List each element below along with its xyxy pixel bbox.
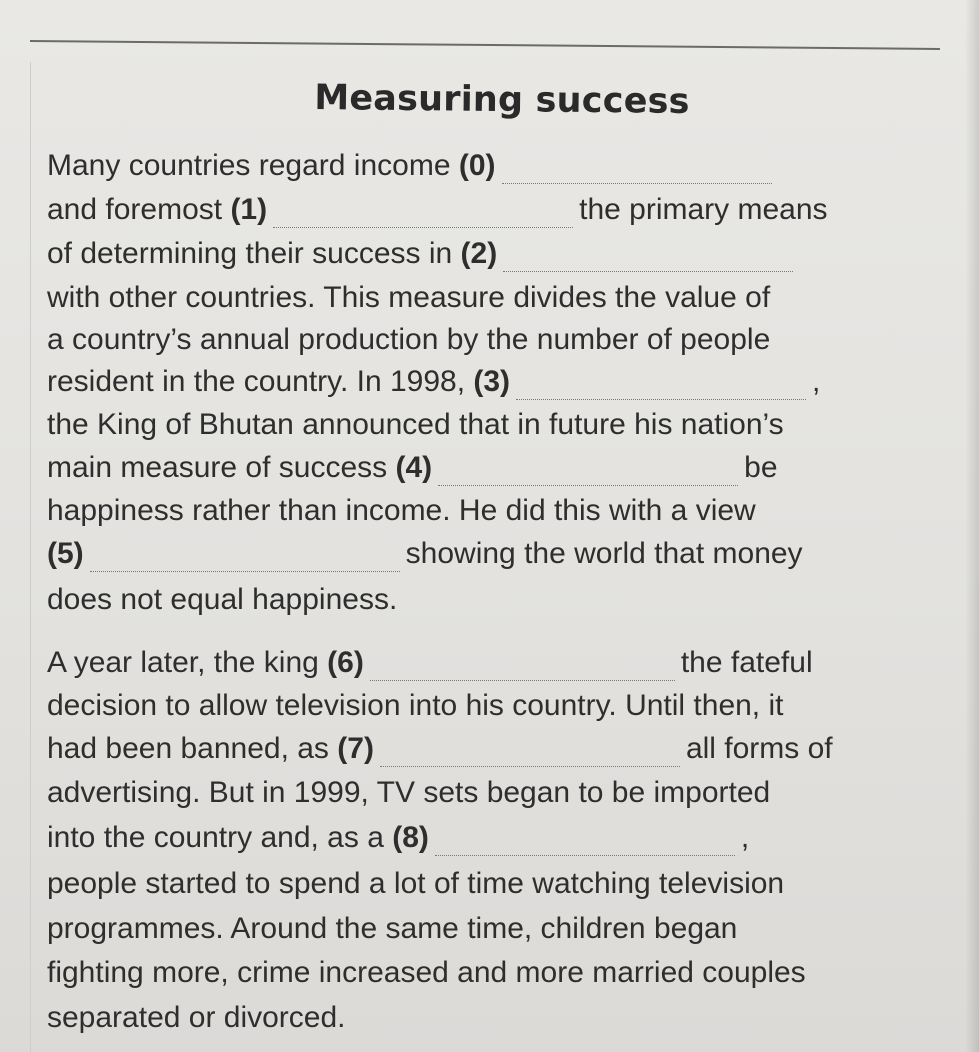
gap-number: (2): [460, 237, 498, 270]
text-line: the King of Bhutan announced that in future his nation’s: [47, 408, 784, 441]
gap-blank-4[interactable]: [438, 461, 738, 486]
text-line: programmes. Around the same time, children began: [47, 912, 738, 945]
top-divider: [30, 40, 940, 50]
gap-number: (8): [392, 821, 429, 854]
text-line: into the country and, as a (8) ,: [47, 821, 750, 854]
gap-blank-1[interactable]: [273, 203, 573, 228]
text-line: main measure of success (4) be: [47, 451, 778, 484]
gap-number: (6): [327, 646, 364, 679]
text-line: Many countries regard income (0): [47, 148, 778, 184]
gap-blank-7[interactable]: [380, 742, 680, 767]
gap-blank-6[interactable]: [370, 656, 675, 681]
text-line: of determining their success in (2): [47, 236, 799, 272]
gap-number: (7): [337, 732, 374, 765]
text-line: (5) showing the world that money: [47, 537, 803, 570]
gap-blank-3[interactable]: [516, 375, 806, 400]
gap-number: (1): [230, 193, 268, 226]
page-edge-shadow: [965, 0, 979, 1052]
text-line: and foremost (1) the primary means: [47, 193, 828, 226]
text-line: fighting more, crime increased and more married couples: [47, 956, 806, 989]
gap-number: (5): [47, 537, 84, 570]
text-line: A year later, the king (6) the fateful: [47, 646, 813, 679]
text-line: happiness rather than income. He did this with a view: [47, 494, 756, 527]
gap-blank-2[interactable]: [503, 247, 793, 272]
text-line: advertising. But in 1999, TV sets began to be imported: [47, 776, 771, 809]
text-line: separated or divorced.: [47, 1001, 346, 1034]
text-line: does not equal happiness.: [47, 583, 398, 616]
text-line: decision to allow television into his country. Until then, it: [47, 689, 784, 722]
text-line: had been banned, as (7) all forms of: [47, 732, 833, 765]
gap-number: (0): [458, 149, 496, 182]
gap-blank-8[interactable]: [435, 831, 735, 856]
text-line: people started to spend a lot of time watching television: [47, 867, 785, 900]
gap-number: (4): [395, 451, 433, 484]
text-line: with other countries. This measure divides the value of: [47, 281, 771, 314]
gap-blank-5[interactable]: [90, 547, 400, 572]
page-title: Measuring success: [314, 78, 690, 122]
text-line: a country’s annual production by the number of people: [47, 323, 771, 356]
gap-blank-0[interactable]: [502, 159, 772, 184]
gap-number: (3): [473, 365, 511, 398]
text-line: resident in the country. In 1998, (3) ,: [47, 365, 821, 398]
